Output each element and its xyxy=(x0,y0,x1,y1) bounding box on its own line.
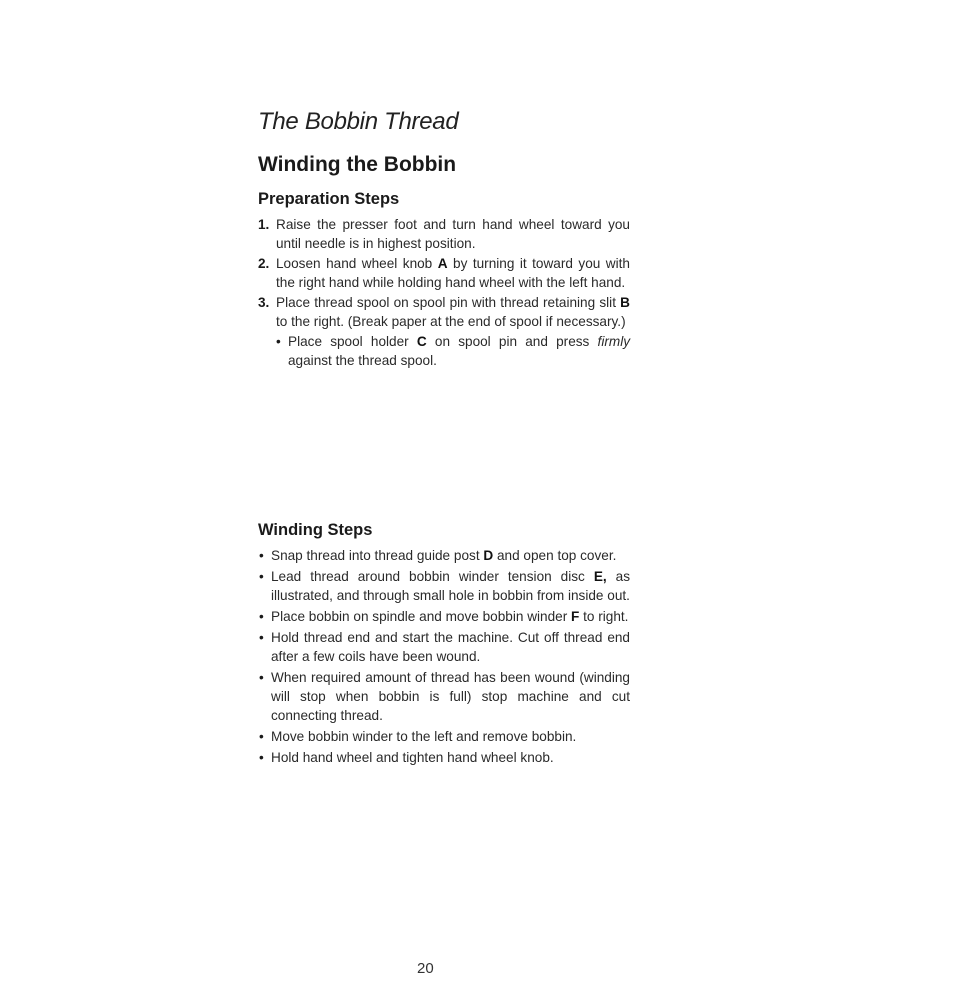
page-number: 20 xyxy=(417,960,434,977)
bullet-icon: • xyxy=(259,670,264,685)
winding-step xyxy=(258,668,630,725)
step-text: Lead thread around bobbin winder tension disc xyxy=(271,569,594,584)
bullet-icon: • xyxy=(259,729,264,744)
emphasis-text: firmly xyxy=(597,334,631,349)
winding-step xyxy=(258,628,630,666)
step-text: When required amount of thread has been wound (winding will stop when bobbin is full) stop machine and cut connecting thread. xyxy=(271,670,630,723)
step-text: as illustrated, and through small hole in bobbin from inside out. xyxy=(271,569,630,603)
step-text: Hold hand wheel and tighten hand wheel knob. xyxy=(271,750,554,765)
bullet-icon: • xyxy=(259,609,264,624)
step-text: Raise the presser foot and turn hand wheel toward you until needle is in highest position. xyxy=(276,217,630,251)
winding-step xyxy=(258,748,630,767)
part-label-b: B xyxy=(620,295,630,310)
step-text: to the right. (Break paper at the end of spool if necessary.) xyxy=(276,314,626,329)
bullet-text: on spool pin and press xyxy=(426,334,598,349)
step-text: Loosen hand wheel knob xyxy=(276,256,438,271)
winding-step xyxy=(258,727,630,746)
preparation-steps-list xyxy=(258,215,630,370)
part-label-c: C xyxy=(416,334,427,349)
winding-heading: Winding Steps xyxy=(258,521,373,539)
main-heading: Winding the Bobbin xyxy=(258,153,457,176)
preparation-heading: Preparation Steps xyxy=(258,190,400,208)
section-title: The Bobbin Thread xyxy=(258,108,459,135)
winding-steps-list xyxy=(258,546,630,769)
preparation-step xyxy=(258,215,630,253)
step-text: Snap thread into thread guide post xyxy=(271,548,484,563)
step-number: 2. xyxy=(258,256,270,271)
preparation-sub-bullet xyxy=(276,332,630,370)
bullet-text: Place spool holder xyxy=(288,334,417,349)
bullet-icon: • xyxy=(276,334,281,349)
bullet-icon: • xyxy=(259,630,264,645)
bullet-text: against the thread spool. xyxy=(288,353,437,368)
step-text: by turning it toward you with the right hand while holding hand wheel with the left hand. xyxy=(276,256,630,290)
step-text: Hold thread end and start the machine. Cut off thread end after a few coils have been wound. xyxy=(271,630,630,664)
part-label-f: F xyxy=(571,609,580,624)
part-label-e: E, xyxy=(593,569,607,584)
bullet-icon: • xyxy=(259,548,264,563)
step-text: to right. xyxy=(579,609,629,624)
step-text: and open top cover. xyxy=(493,548,617,563)
bullet-icon: • xyxy=(259,569,264,584)
bullet-icon: • xyxy=(259,750,264,765)
step-text: Place thread spool on spool pin with thread retaining slit xyxy=(276,295,621,310)
step-number: 1. xyxy=(258,217,270,232)
winding-step xyxy=(258,567,630,605)
step-text: Move bobbin winder to the left and remove bobbin. xyxy=(271,729,577,744)
preparation-step xyxy=(258,254,630,292)
step-number: 3. xyxy=(258,295,270,310)
step-text: Place bobbin on spindle and move bobbin winder xyxy=(271,609,572,624)
preparation-step xyxy=(258,293,630,331)
part-label-a: A xyxy=(437,256,448,271)
winding-step xyxy=(258,607,630,626)
part-label-d: D xyxy=(483,548,494,563)
winding-step xyxy=(258,546,630,565)
